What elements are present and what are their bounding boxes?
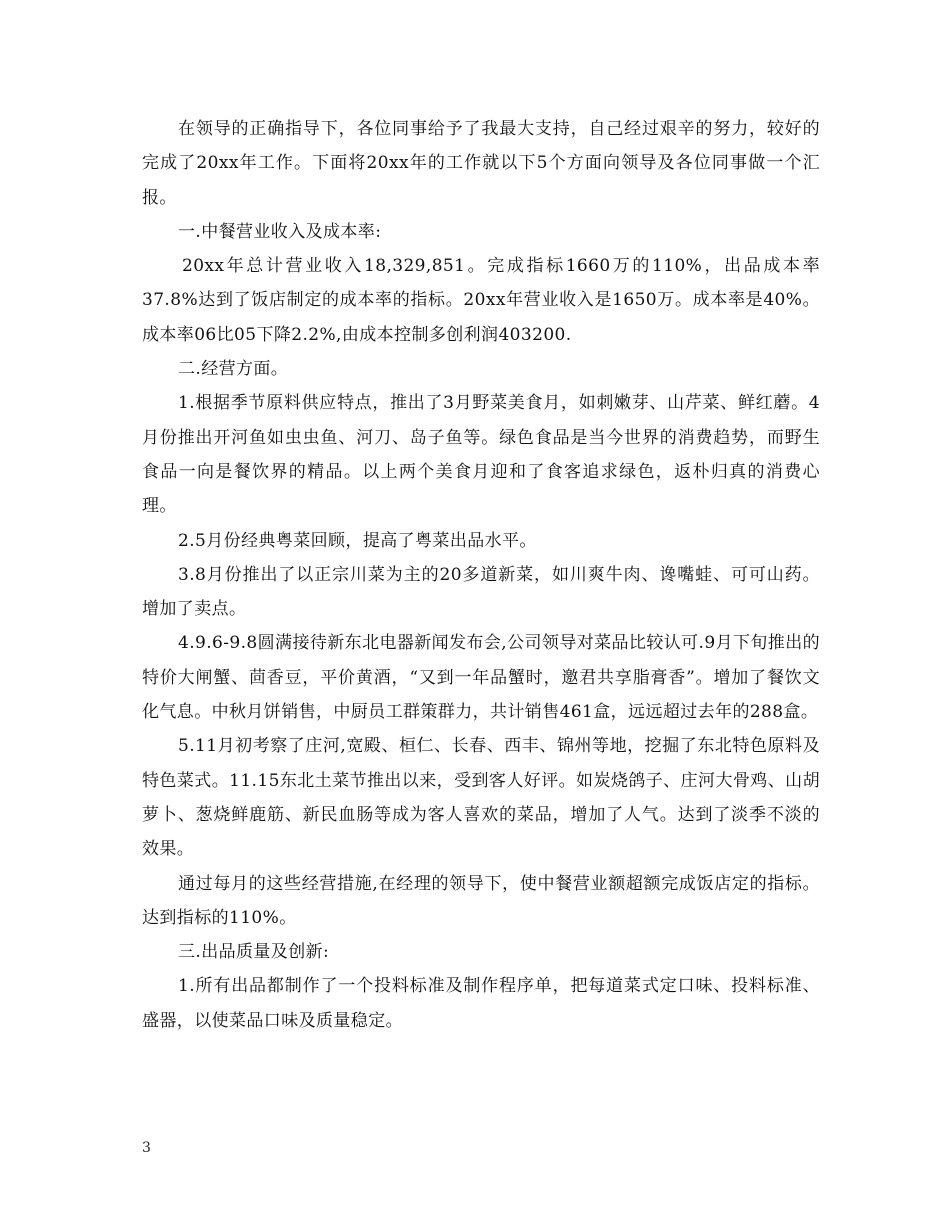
section-heading-revenue: 一.中餐营业收入及成本率: bbox=[178, 221, 382, 242]
page-number: 3 bbox=[142, 1140, 151, 1156]
operations-item-4: 4.9.6-9.8圆满接待新东北电器新闻发布会,公司领导对菜品比较认可.9月下旬推出的特价大闸蟹、茴香豆，平价黄酒，“又到一年品蟹时，邀君共享脂膏香”。增加了餐饮文化气息。中秋月饼销售，中厨员工群策群力，共计销售461盒，远远超过去年的288盒。 bbox=[142, 633, 820, 723]
operations-item-2: 2.5月份经典粤菜回顾，提高了粤菜出品水平。 bbox=[178, 530, 537, 551]
revenue-paragraph: 20xx年总计营业收入18,329,851。完成指标1660万的110%，出品成本率37.8%达到了饭店制定的成本率的指标。20xx年营业收入是1650万。成本率是40%。成本率06比05下降2.2%,由成本控制多创利润403200. bbox=[142, 256, 820, 345]
section-heading-quality: 三.出品质量及创新: bbox=[178, 942, 330, 963]
section-heading-operations: 二.经营方面。 bbox=[178, 359, 289, 380]
operations-summary: 通过每月的这些经营措施,在经理的领导下，使中餐营业额超额完成饭店定的指标。达到指标的110%。 bbox=[142, 873, 820, 928]
document-body bbox=[142, 112, 820, 1038]
operations-item-5: 5.11月初考察了庄河,宽殿、桓仁、长春、西丰、锦州等地，挖掘了东北特色原料及特色菜式。11.15东北土菜节推出以来，受到客人好评。如炭烧鸽子、庄河大骨鸡、山胡萝卜、葱烧鲜鹿筋、新民血肠等成为客人喜欢的菜品，增加了人气。达到了淡季不淡的效果。 bbox=[142, 736, 820, 860]
intro-paragraph: 在领导的正确指导下，各位同事给予了我最大支持，自己经过艰辛的努力，较好的完成了20xx年工作。下面将20xx年的工作就以下5个方面向领导及各位同事做一个汇报。 bbox=[142, 119, 820, 208]
operations-item-3: 3.8月份推出了以正宗川菜为主的20多道新菜，如川爽牛肉、谗嘴蛙、可可山药。增加了卖点。 bbox=[142, 564, 820, 620]
quality-item-1: 1.所有出品都制作了一个投料标准及制作程序单，把每道菜式定口味、投料标准、盛器，以使菜品口味及质量稳定。 bbox=[142, 976, 820, 1031]
operations-item-1: 1.根据季节原料供应特点，推出了3月野菜美食月，如刺嫩芽、山芹菜、鲜红蘑。4月份推出开河鱼如虫虫鱼、河刀、岛子鱼等。绿色食品是当今世界的消费趋势，而野生食品一向是餐饮界的精品。以上两个美食月迎和了食客追求绿色，返朴归真的消费心理。 bbox=[142, 393, 820, 517]
